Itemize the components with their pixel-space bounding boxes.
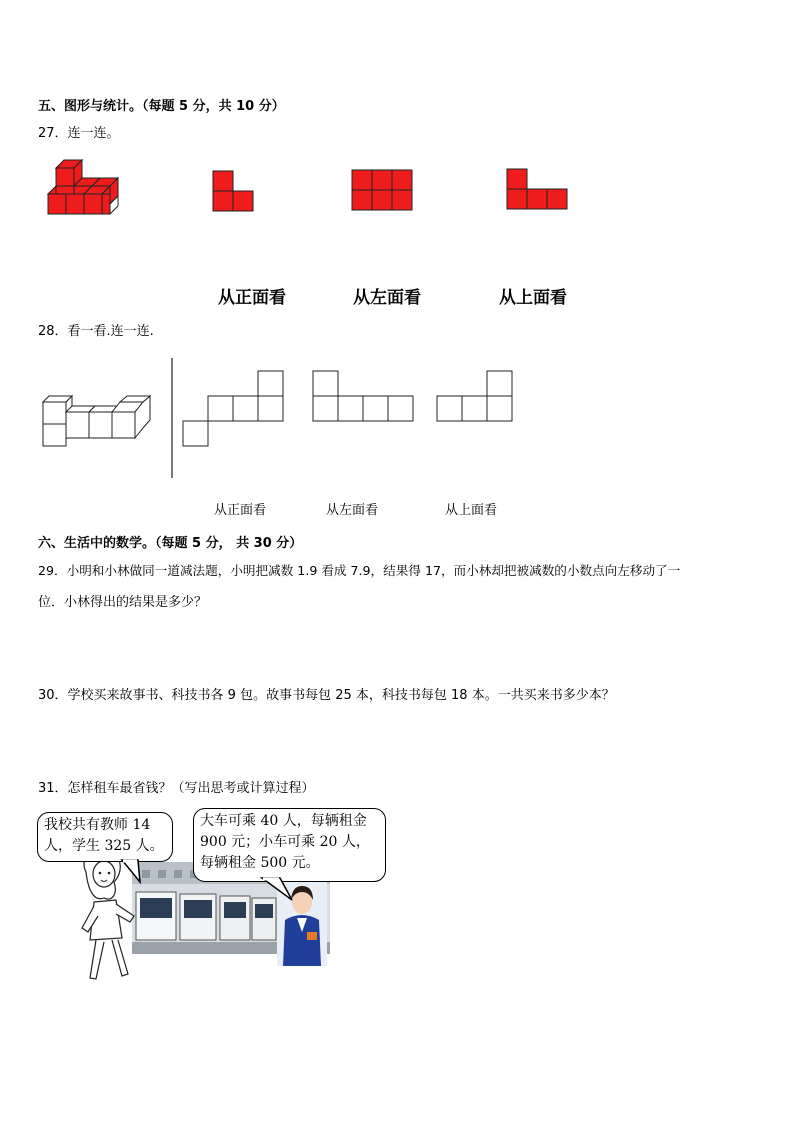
q28-view-top: 从上面看 [445, 503, 498, 518]
staff-bubble-line3: 每辆租金 500 元。 [200, 855, 320, 871]
teacher-bubble-line2: 人，学生 325 人。 [44, 838, 164, 854]
teacher-bubble-line1: 我校共有教师 14 [44, 817, 151, 833]
red-cube-solid-icon [44, 156, 128, 220]
view-grid-2-icon [312, 370, 414, 422]
staff-speech-bubble [193, 808, 386, 882]
q27-view-left: 从左面看 [353, 288, 421, 308]
line-cube-solid-icon [40, 394, 154, 450]
q27-view-front: 从正面看 [218, 288, 286, 308]
view-grid-1-icon [182, 370, 284, 448]
teacher-bubble-tail [120, 860, 150, 884]
q27-view-top: 从上面看 [499, 288, 567, 308]
q28-label: 28．看一看.连一连. [38, 324, 154, 339]
teacher-speech-bubble [37, 812, 173, 862]
q28-view-front: 从正面看 [214, 503, 267, 518]
red-left-view-icon [351, 169, 413, 211]
red-front-view-icon [212, 170, 256, 212]
view-grid-3-icon [436, 370, 514, 422]
staff-bubble-line1: 大车可乘 40 人，每辆租金 [200, 813, 367, 829]
q30-text: 30．学校买来故事书、科技书各 9 包。故事书每包 25 本，科技书每包 18 本。一共买来书多少本？ [38, 688, 615, 703]
section5-title: 五、图形与统计。（每题 5 分，共 10 分） [38, 99, 285, 114]
section6-title: 六、生活中的数学。（每题 5 分， 共 30 分） [38, 536, 303, 551]
divider-line [170, 358, 174, 480]
q29-line2: 位．小林得出的结果是多少？ [38, 595, 208, 610]
red-top-view-icon [506, 168, 568, 210]
q29-line1: 29．小明和小林做同一道减法题，小明把减数 1.9 看成 7.9，结果得 17，而小林却把被减数的小数点向左移动了一 [38, 563, 681, 578]
q27-label: 27．连一连。 [38, 126, 120, 141]
q31-text: 31．怎样租车最省钱？（写出思考或计算过程） [38, 781, 315, 796]
staff-bubble-tail [258, 878, 298, 902]
q28-view-left: 从左面看 [326, 503, 379, 518]
staff-bubble-line2: 900 元；小车可乘 20 人， [200, 834, 370, 850]
